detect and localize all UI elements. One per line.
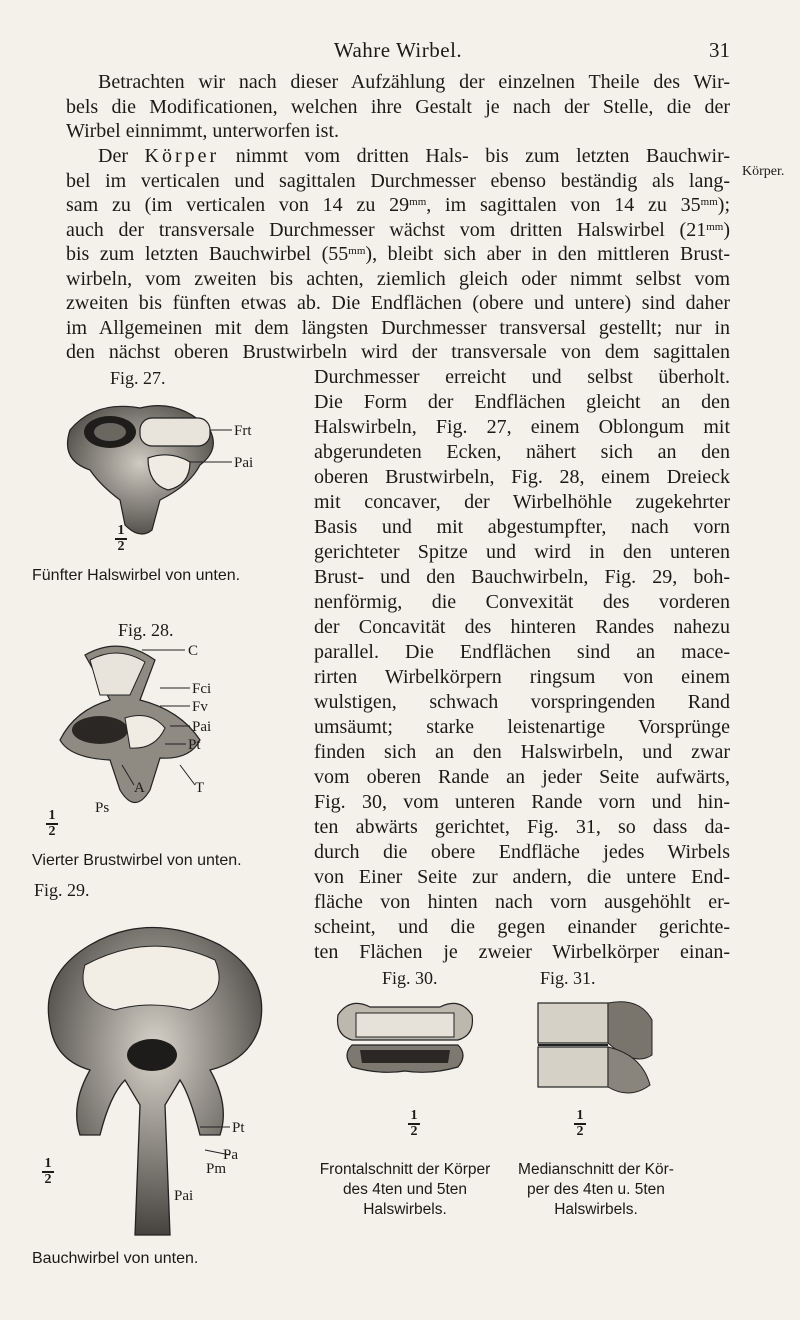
text-line: parallel. Die Endflächen sind an mace- (314, 641, 730, 663)
text-line: Durchmesser erreicht und selbst überholt. (314, 366, 730, 388)
fig31-scale: 1 2 (574, 1110, 586, 1138)
text-line: abgerundeten Ecken, nähert sich an den (314, 441, 730, 463)
text-line: Wirbel einnimmt, unterworfen ist. (66, 120, 340, 142)
page-number: 31 (709, 38, 730, 62)
fig27-scale: 1 2 (115, 525, 127, 553)
fig28-label-pai: Pai (192, 719, 212, 735)
text-line: Fig. 30, vom unteren Rande vorn und hin- (314, 791, 730, 813)
fig28-label-pt: Pt (188, 737, 201, 753)
text-line: zweiten bis fünften etwas ab. Die Endflächen (obere und untere) sind daher (66, 292, 730, 314)
fig28-label-c: C (188, 643, 199, 659)
text-line: Die Form der Endflächen gleicht an den (314, 391, 730, 413)
fig30-label: Fig. 30. (382, 968, 438, 988)
text-line: ten Flächen je zweier Wirbelkörper einan- (314, 941, 730, 963)
text-line: bels die Modificationen, welchen ihre Gestalt je nach der Stelle, die der (66, 95, 730, 118)
text-line: Basis und mit abgestumpfter, nach vorn (314, 516, 730, 538)
fig29-illustration (30, 905, 290, 1245)
fig28-label-fv: Fv (192, 699, 208, 715)
fig27-illustration (40, 390, 300, 540)
text-line: vom oberen Rande an jeder Seite aufwärts, (314, 766, 730, 788)
text-line: Der Körper nimmt vom dritten Hals- bis zum letzten Bauchwir- (98, 145, 731, 167)
text-line: den nächst oberen Brustwirbeln wird der transversale von dem sagittalen (66, 341, 730, 363)
fig29-caption: Bauchwirbel von unten. (32, 1250, 199, 1267)
text-line: auch der transversale Durchmesser wächst vom dritten Halswirbel $(21^{mm})$ (66, 218, 730, 241)
fig28-label-t: T (195, 780, 205, 796)
text-line: sam zu (im verticalen von 14 zu $29^{mm}$, im sagittalen von 14 zu $35^{mm}$); (66, 194, 730, 216)
text-line: Betrachten wir nach dieser Aufzählung der einzelnen Theile des Wir- (98, 71, 730, 93)
text-line: finden sich an den Halswirbeln, und zwar (314, 741, 730, 763)
fig31-label: Fig. 31. (540, 968, 596, 988)
fig30-scale: 1 2 (408, 1110, 420, 1138)
text-line: fläche von hinten nach vorn ausgehöhlt er- (314, 891, 730, 913)
fig29-scale: 1 2 (42, 1158, 54, 1186)
fig31-illustration (530, 995, 660, 1105)
fig28-caption: Vierter Brustwirbel von unten. (32, 852, 242, 869)
fig29-label-pa: Pa (223, 1147, 238, 1163)
fig28-scale: 1 2 (46, 810, 58, 838)
narrow-text-column (314, 365, 730, 965)
text-line: rirten Wirbelkörpern ringsum von einem (314, 666, 730, 688)
text-line: umsäumt; starke leistenartige Vorsprünge (314, 716, 730, 738)
fig29-label-pai: Pai (174, 1188, 194, 1204)
fig28-label-ps: Ps (95, 800, 110, 816)
fig28-label: Fig. 28. (118, 620, 174, 640)
fig27-label: Fig. 27. (110, 368, 166, 388)
text-line: von Einer Seite zur andern, die untere End- (314, 866, 730, 888)
text-line: Halswirbeln, Fig. 27, einem Oblongum mit (314, 416, 730, 438)
fig30-illustration (330, 995, 480, 1095)
fig29-label: Fig. 29. (34, 880, 90, 900)
fig28-illustration (30, 640, 280, 825)
fig29-label-pt: Pt (232, 1120, 245, 1136)
margin-note: Körper. (742, 164, 785, 179)
paragraph-koerper (66, 144, 730, 365)
fig28-label-a: A (134, 780, 145, 796)
text-line: bis zum letzten Bauchwirbel $(55^{mm})$, bleibt sich aber in den mittleren Brust- (66, 243, 731, 265)
fig29-label-pm: Pm (206, 1161, 227, 1177)
text-line: Brust- und den Bauchwirbeln, Fig. 29, boh- (314, 566, 730, 588)
text-line: nenförmig, die Convexität des vorderen (314, 591, 730, 613)
fig31-caption: Medianschnitt der Kör- per des 4ten u. 5ten Halswirbels. (518, 1161, 674, 1218)
text-line: scheint, und die gegen einander gerichte- (314, 916, 730, 938)
term-koerper: Körper (144, 145, 220, 167)
text-line: wulstigen, schwach vorspringenden Rand (314, 691, 730, 713)
text-line: durch die obere Endfläche jedes Wirbels (314, 841, 730, 863)
running-title: Wahre Wirbel. (333, 38, 463, 62)
fig28-label-fci: Fci (192, 681, 212, 697)
text-line: gerichteter Spitze und wird in den unteren (314, 541, 730, 563)
text-line: mit concaver, der Wirbelhöhle zugekehrter (314, 491, 730, 513)
fig27-label-pai: Pai (234, 455, 254, 471)
fig27-caption: Fünfter Halswirbel von unten. (32, 567, 241, 584)
fig30-caption: Frontalschnitt der Körper des 4ten und 5ten Halswirbels. (319, 1161, 491, 1218)
running-header (66, 38, 730, 64)
text-line: oberen Brustwirbeln, Fig. 28, einem Dreieck (314, 466, 730, 488)
text-line: wirbeln, vom zweiten bis achten, ziemlich gleich oder nimmt selbst vom (66, 267, 730, 290)
text-line: der Concavität des hinteren Randes nahezu (314, 616, 730, 638)
paragraph-intro (66, 70, 730, 144)
text-line: im Allgemeinen mit dem längsten Durchmesser transversal gestellt; nur in (66, 316, 730, 339)
fig27-label-frt: Frt (234, 423, 252, 439)
text-line: bel im verticalen und sagittalen Durchmesser ebenso beständig als lang- (66, 169, 730, 192)
text-line: ten abwärts gerichtet, Fig. 31, so dass da- (314, 816, 730, 838)
